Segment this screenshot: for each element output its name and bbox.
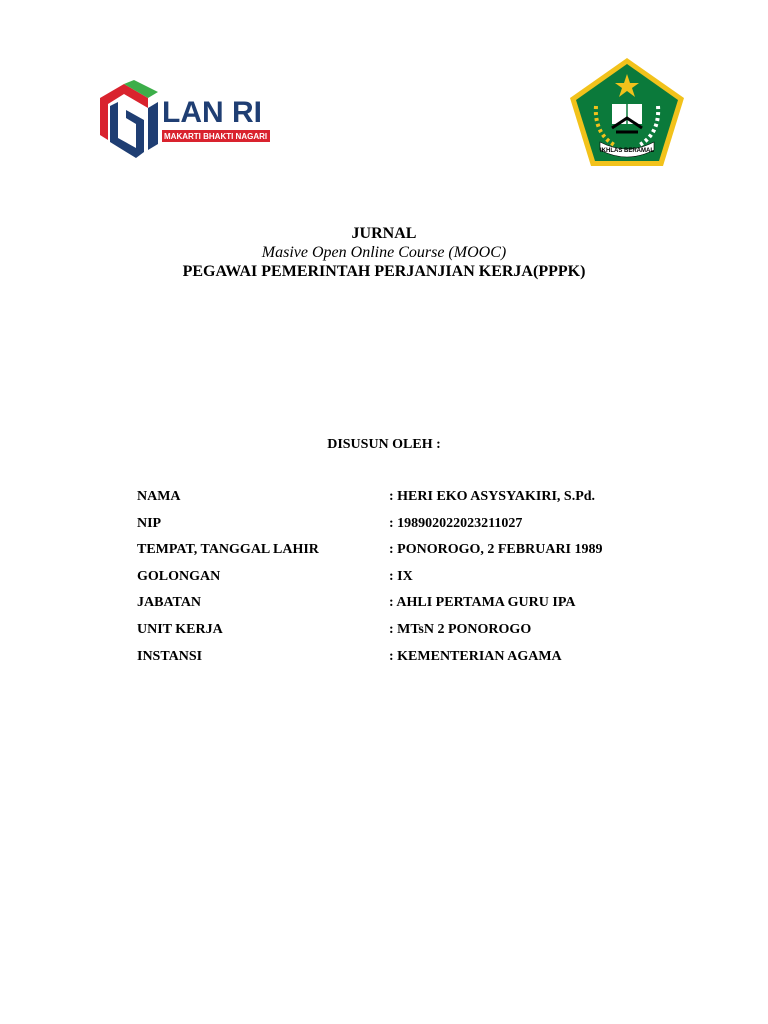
info-row-jabatan [137, 594, 657, 621]
info-label: TEMPAT, TANGGAL LAHIR [137, 542, 319, 558]
lan-ri-tagline: MAKARTI BHAKTI NAGARI [164, 132, 268, 141]
info-label: NAMA [137, 489, 181, 504]
lan-ri-emblem-icon [96, 80, 276, 162]
info-row-golongan [137, 568, 657, 595]
ribbon-text: IKHLAS BERAMAL [600, 148, 654, 154]
info-row-unit-kerja [137, 621, 657, 648]
author-info-table [137, 488, 657, 674]
lan-ri-wordmark: LAN RI [162, 96, 262, 129]
info-value: : HERI EKO ASYSYAKIRI, S.Pd. [389, 489, 596, 504]
info-value: : PONOROGO, 2 FEBRUARI 1989 [389, 542, 603, 558]
lan-ri-logo [96, 80, 276, 162]
info-row-nip [137, 515, 657, 542]
info-label: GOLONGAN [137, 568, 221, 584]
title-pppk: PEGAWAI PEMERINTAH PERJANJIAN KERJA(PPPK) [182, 263, 586, 280]
emblem-blue-face [110, 102, 144, 158]
info-label: NIP [137, 515, 162, 531]
kemenag-emblem-icon [566, 56, 688, 170]
info-value: : MTsN 2 PONOROGO [389, 621, 532, 637]
info-row-ttl [137, 541, 657, 568]
title-jurnal: JURNAL [351, 225, 417, 242]
info-value: : AHLI PERTAMA GURU IPA [389, 595, 576, 611]
info-row-instansi [137, 648, 657, 675]
info-row-nama [137, 488, 657, 515]
info-label: INSTANSI [137, 648, 203, 664]
info-label: JABATAN [137, 595, 202, 611]
emblem-blue-right [148, 102, 158, 150]
info-value: : 198902022023211027 [389, 515, 523, 531]
info-value: : KEMENTERIAN AGAMA [389, 648, 562, 664]
document-title [0, 224, 768, 281]
info-value: : IX [389, 568, 413, 584]
author-heading: DISUSUN OLEH : [327, 437, 441, 452]
title-mooc: Masive Open Online Course (MOOC) [261, 244, 507, 261]
info-label: UNIT KERJA [137, 621, 223, 637]
kemenag-logo [566, 56, 688, 170]
